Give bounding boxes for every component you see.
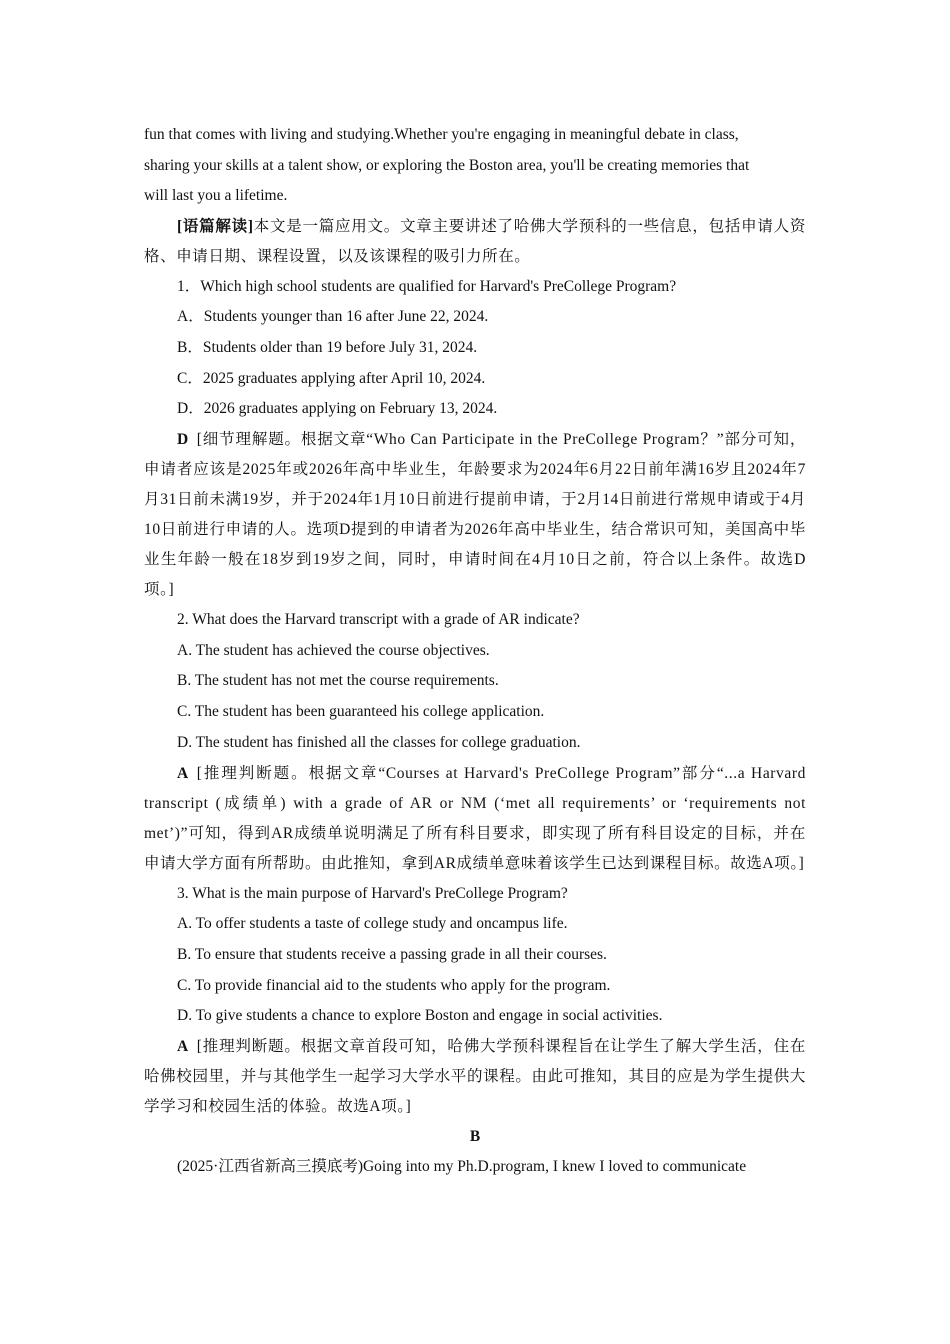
reading-note-text: 本文是一篇应用文。文章主要讲述了哈佛大学预科的一些信息，包括申请人资格、申请日期、课程设置，以及该课程的吸引力所在。: [144, 217, 806, 265]
question-stem: 2. What does the Harvard transcript with a grade of AR indicate?: [177, 611, 580, 629]
intro-passage: [144, 120, 806, 212]
explanation-text: [推理判断题。根据文章首段可知，哈佛大学预科课程旨在让学生了解大学生活，住在哈佛校园里，并与其他学生一起学习大学水平的课程。由此可推知，其目的应是为学生提供大学学习和校园生活的体验。故选A项。]: [144, 1038, 806, 1116]
option-b: B. The student has not met the course requirements.: [177, 672, 499, 690]
reading-note-label: [语篇解读]: [177, 217, 254, 235]
answer-explanation: [144, 1032, 806, 1122]
question-block: [144, 879, 806, 1123]
option-d: D. The student has finished all the classes for college graduation.: [177, 733, 581, 751]
explanation-text: [推理判断题。根据文章“Courses at Harvard's PreCollege Program”部分“...a Harvard transcript (成绩单) with a grade of AR or NM (‘met all requirements’ or ‘requirements not met’)”可知，得到AR成绩单说明满足了所有科目要求，即实现了所有科目设定的目标，并在申请大学方面有所帮助。由此推知，拿到AR成绩单意味着该学生已达到课程目标。故选A项。]: [144, 764, 806, 872]
option-a: A. The student has achieved the course objectives.: [177, 641, 490, 659]
option-c: C. To provide financial aid to the students who apply for the program.: [177, 976, 611, 994]
explanation-text: [细节理解题。根据文章“Who Can Participate in the PreCollege Program？”部分可知，申请者应该是2025年或2026年高中毕业生，年龄要求为2024年6月22日前年满16岁且2024年7月31日前未满19岁，并于2024年1月10日前进行提前申请，于2月14日前进行常规申请或于4月10日前进行申请的人。选项D提到的申请者为2026年高中毕业生，结合常识可知，美国高中毕业生年龄一般在18岁到19岁之间，同时，申请时间在4月10日之前，符合以上条件。故选D项。]: [144, 431, 806, 599]
answer-letter: A: [177, 1038, 189, 1056]
option-d: D．2026 graduates applying on February 13, 2024.: [177, 400, 498, 418]
option-b: B．Students older than 19 before July 31, 2024.: [177, 338, 478, 356]
intro-line: fun that comes with living and studying.Whether you're engaging in meaningful debate in class,: [144, 126, 739, 143]
question-stem: 3. What is the main purpose of Harvard's PreCollege Program?: [177, 884, 568, 902]
intro-line: sharing your skills at a talent show, or exploring the Boston area, you'll be creating memories that: [144, 156, 750, 174]
answer-letter: D: [177, 431, 189, 449]
section-b-first-line: (2025·江西省新高三摸底考)Going into my Ph.D.program, I knew I loved to communicate: [177, 1158, 747, 1176]
option-a: A. To offer students a taste of college study and oncampus life.: [177, 915, 568, 933]
answer-explanation: [144, 759, 806, 879]
option-c: C. The student has been guaranteed his college application.: [177, 703, 545, 721]
question-block: [144, 272, 806, 606]
document-page: [144, 120, 806, 1183]
question-block: [144, 605, 806, 879]
section-heading: B: [469, 1128, 481, 1146]
option-a: A．Students younger than 16 after June 22, 2024.: [177, 308, 489, 326]
option-b: B. To ensure that students receive a passing grade in all their courses.: [177, 945, 607, 963]
answer-letter: A: [177, 764, 189, 782]
reading-note: [144, 212, 806, 272]
answer-explanation: [144, 425, 806, 605]
intro-line: will last you a lifetime.: [144, 187, 288, 204]
question-stem: 1．Which high school students are qualified for Harvard's PreCollege Program?: [177, 277, 677, 295]
option-c: C．2025 graduates applying after April 10, 2024.: [177, 369, 486, 387]
option-d: D. To give students a chance to explore Boston and engage in social activities.: [177, 1007, 663, 1025]
